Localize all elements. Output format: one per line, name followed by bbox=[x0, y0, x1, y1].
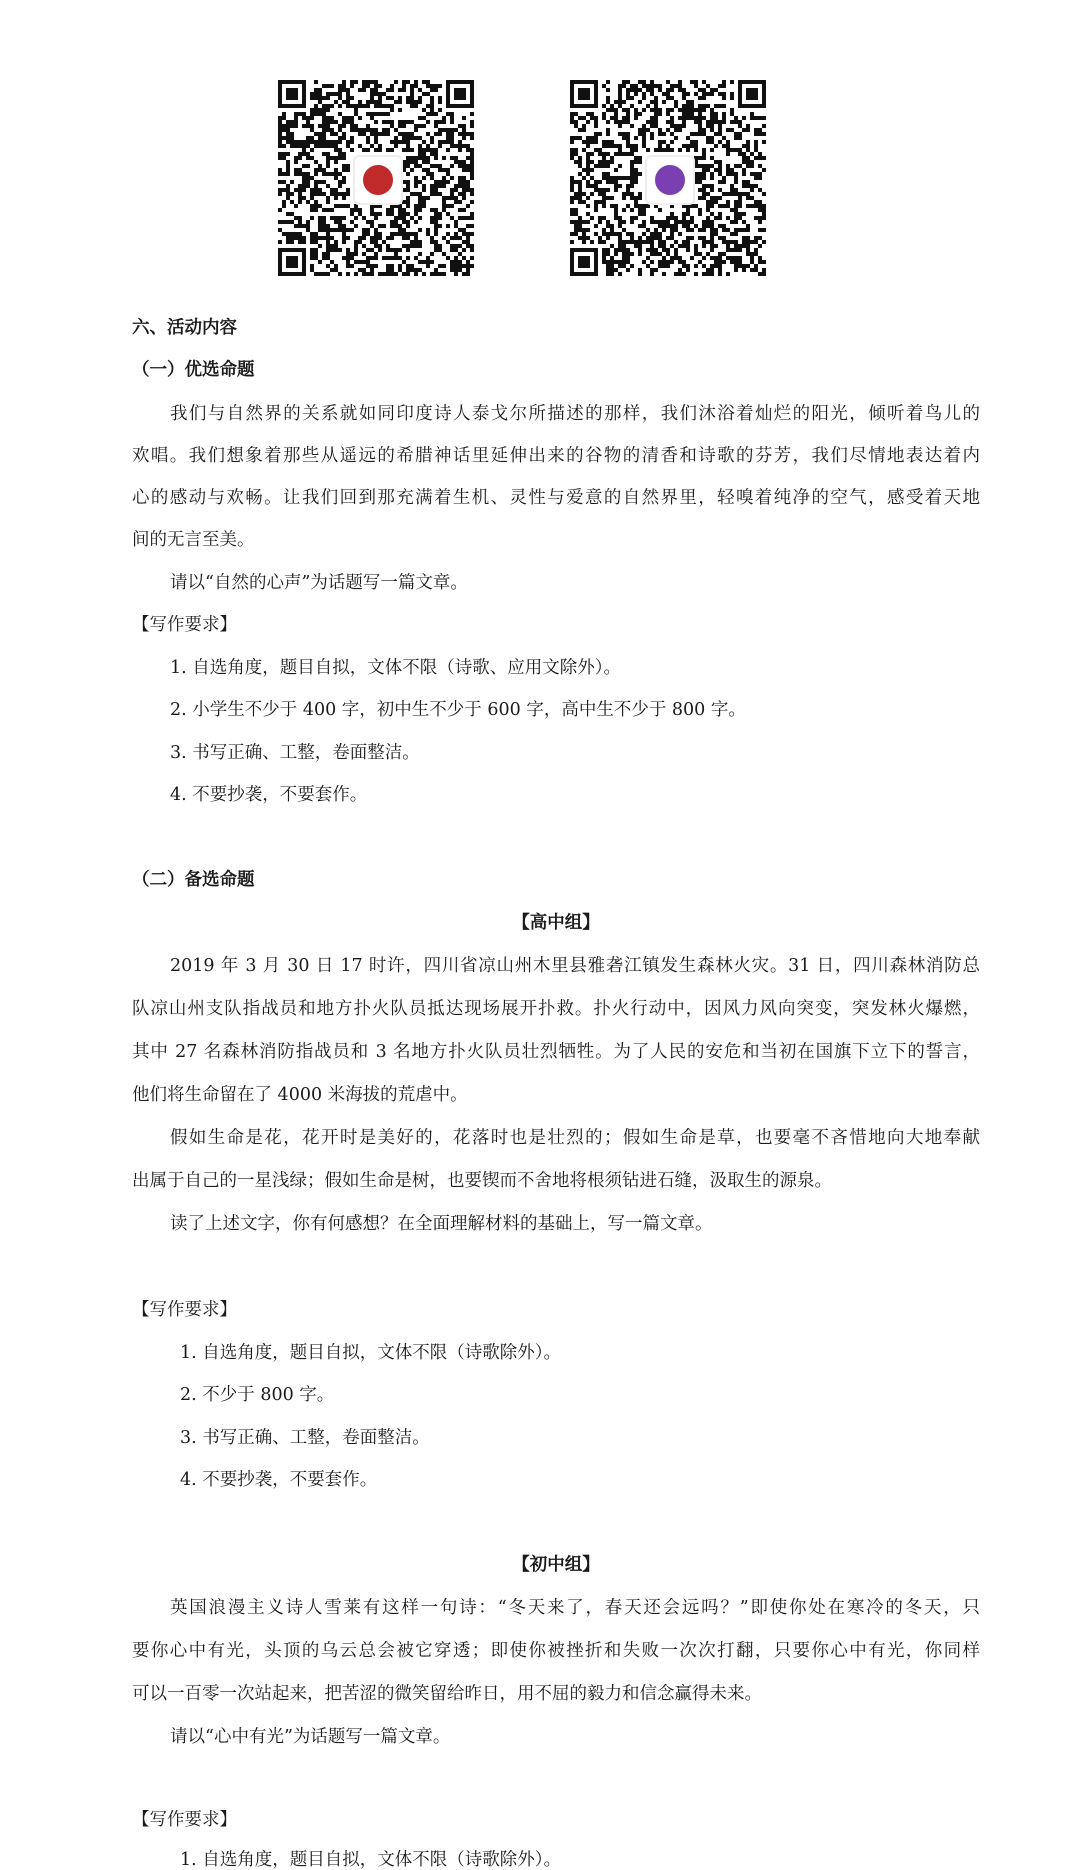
high-req-title: 【写作要求】 bbox=[132, 1300, 237, 1320]
section1-para-line: 我们与自然界的关系就如同印度诗人泰戈尔所描述的那样，我们沐浴着灿烂的阳光，倾听着鸟儿的 bbox=[170, 404, 980, 424]
high-req: 4. 不要抄袭，不要套作。 bbox=[180, 1470, 378, 1490]
high-req: 1. 自选角度，题目自拟，文体不限（诗歌除外）。 bbox=[180, 1343, 562, 1363]
middle-prompt: 请以“心中有光”为话题写一篇文章。 bbox=[170, 1727, 451, 1747]
section1-req-title: 【写作要求】 bbox=[132, 615, 237, 635]
high-para-line: 队凉山州支队指战员和地方扑火队员抵达现场展开扑救。扑火行动中，因风力风向突变，突发林火爆燃， bbox=[132, 999, 980, 1019]
high-para2-line: 出属于自己的一星浅绿；假如生命是树，也要锲而不舍地将根须钻进石缝，汲取生的源泉。 bbox=[132, 1171, 832, 1191]
section2-title: （二）备选命题 bbox=[132, 870, 255, 890]
section-title: 六、活动内容 bbox=[132, 318, 237, 338]
high-prompt: 读了上述文字，你有何感想？在全面理解材料的基础上，写一篇文章。 bbox=[170, 1214, 713, 1234]
middle-para-line: 英国浪漫主义诗人雪莱有这样一句诗：“冬天来了，春天还会远吗？”即使你处在寒冷的冬天，只 bbox=[170, 1598, 980, 1618]
middle-para-line: 可以一百零一次站起来，把苦涩的微笑留给昨日，用不屈的毅力和信念赢得未来。 bbox=[132, 1684, 762, 1704]
qr-code-left bbox=[278, 80, 474, 276]
middle-para-line: 要你心中有光，头顶的乌云总会被它穿透；即使你被挫折和失败一次次打翻，只要你心中有光，你同样 bbox=[132, 1641, 980, 1661]
middle-req: 1. 自选角度，题目自拟，文体不限（诗歌除外）。 bbox=[180, 1850, 562, 1870]
qr-code-right bbox=[570, 80, 766, 276]
section1-req: 4. 不要抄袭，不要套作。 bbox=[170, 785, 368, 805]
section1-req: 2. 小学生不少于 400 字，初中生不少于 600 字，高中生不少于 800 字。 bbox=[170, 700, 746, 720]
section1-prompt: 请以“自然的心声”为话题写一篇文章。 bbox=[170, 573, 468, 593]
high-para-line: 他们将生命留在了 4000 米海拔的荒虐中。 bbox=[132, 1085, 468, 1105]
high-group-title: 【高中组】 bbox=[512, 913, 600, 933]
high-para2-line: 假如生命是花，花开时是美好的，花落时也是壮烈的；假如生命是草，也要毫不吝惜地向大地奉献 bbox=[170, 1128, 980, 1148]
section1-req: 1. 自选角度，题目自拟，文体不限（诗歌、应用文除外）。 bbox=[170, 658, 622, 678]
qr-logo-right bbox=[645, 155, 695, 205]
section1-para-line: 心的感动与欢畅。让我们回到那充满着生机、灵性与爱意的自然界里，轻嗅着纯净的空气，感受着天地 bbox=[132, 488, 980, 508]
section1-para-line: 欢唱。我们想象着那些从遥远的希腊神话里延伸出来的谷物的清香和诗歌的芬芳，我们尽情地表达着内 bbox=[132, 446, 980, 466]
section1-req: 3. 书写正确、工整，卷面整洁。 bbox=[170, 743, 420, 763]
qr-logo-left bbox=[353, 155, 403, 205]
high-req: 3. 书写正确、工整，卷面整洁。 bbox=[180, 1428, 430, 1448]
high-para-line: 2019 年 3 月 30 日 17 时许，四川省凉山州木里县雅砻江镇发生森林火灾。31 日，四川森林消防总 bbox=[170, 956, 980, 976]
high-req: 2. 不少于 800 字。 bbox=[180, 1385, 335, 1405]
section1-title: （一）优选命题 bbox=[132, 360, 255, 380]
middle-group-title: 【初中组】 bbox=[512, 1555, 600, 1575]
section1-para-line: 间的无言至美。 bbox=[132, 530, 255, 550]
high-para-line: 其中 27 名森林消防指战员和 3 名地方扑火队员壮烈牺牲。为了人民的安危和当初在国旗下立下的誓言， bbox=[132, 1042, 980, 1062]
middle-req-title: 【写作要求】 bbox=[132, 1810, 237, 1830]
